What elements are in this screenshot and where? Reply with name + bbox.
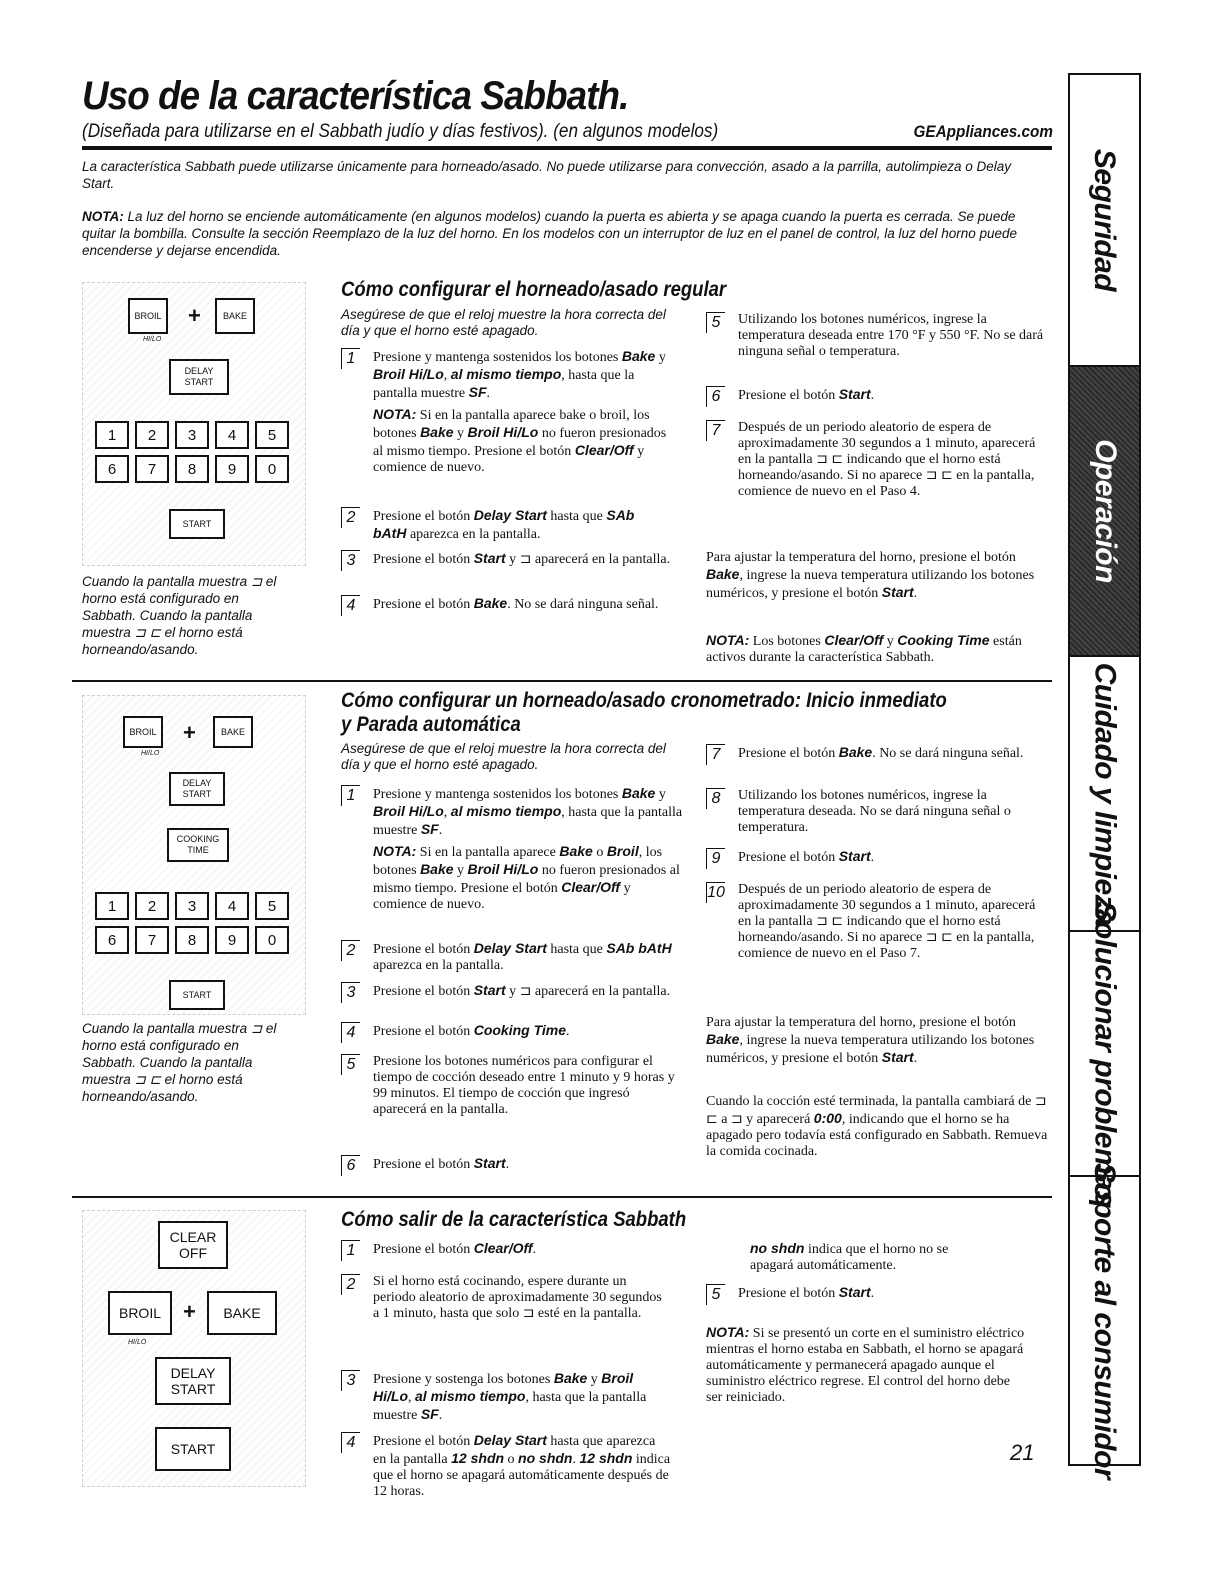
nota-paragraph: NOTA: Los botones Clear/Off y Cooking Time están activos durante la característica Sabbath.: [706, 632, 1022, 665]
step-item: 3 Presione y sostenga los botones Bake y Broil Hi/Lo, al mismo tiempo, hasta que la pantalla muestre SF.: [341, 1370, 666, 1424]
step-item: 7 Después de un periodo aleatorio de espera de aproximadamente 30 segundos a 1 minuto, aparecerá en la pantalla ⊐ ⊏ indicando que el horno está horneando/asando. Si no aparece ⊐ ⊏ en la pantalla, comience de nuevo en el Paso 4.: [706, 420, 1046, 500]
broil-key: BROIL: [123, 716, 163, 748]
nota-label: NOTA:: [82, 209, 124, 224]
step-item: 4 Presione el botón Cooking Time.: [341, 1022, 686, 1040]
step-item: 10 Después de un periodo aleatorio de espera de aproximadamente 30 segundos a 1 minuto, aparecerá en la pantalla ⊐ ⊏ indicando que el horno está horneando/asando. Si no aparece ⊐ ⊏ en la pantalla, comience de nuevo en el Paso 7.: [707, 882, 1036, 961]
number-key-7: 7: [135, 455, 169, 483]
adjust-paragraph: Para ajustar la temperatura del horno, presione el botón Bake, ingrese la nueva temperatura utilizando los botones numéricos, y presione el botón Start.: [706, 1015, 1035, 1066]
number-key-4: 4: [215, 892, 249, 920]
bake-key: BAKE: [213, 716, 253, 748]
cooking-time-key: COOKING TIME: [167, 828, 229, 862]
intro-note: [82, 208, 1032, 259]
step-item: 3 Presione el botón Start y ⊐ aparecerá en la pantalla.: [341, 550, 671, 568]
number-key-7: 7: [135, 926, 169, 954]
number-key-8: 8: [175, 926, 209, 954]
start-key: START: [169, 980, 225, 1010]
step-item: 1 Presione y mantenga sostenidos los botones Bake y Broil Hi/Lo, al mismo tiempo, hasta que la pantalla muestre SF. NOTA: Si en la pantalla aparece bake o broil, los botones Bake y Broil Hi/Lo no fueron presionados al mismo tiempo. Presione el botón Clear/Off y comience de nuevo.: [341, 348, 671, 476]
keypad-illustration-3: [82, 1210, 306, 1487]
number-key-0: 0: [255, 455, 289, 483]
keypad-illustration-2: [82, 695, 306, 1015]
keypad-illustration-1: [82, 282, 306, 566]
website-link[interactable]: GEAppliances.com: [913, 122, 1053, 141]
number-key-6: 6: [95, 455, 129, 483]
number-key-5: 5: [255, 892, 289, 920]
noshdn-paragraph: no shdn indica que el horno no se apagará automáticamente.: [750, 1240, 949, 1273]
display-caption: Cuando la pantalla muestra ⊐ el horno está configurado en Sabbath. Cuando la pantalla muestra ⊐ ⊏ el horno está horneando/asando.: [82, 574, 277, 657]
step-item: 8 Utilizando los botones numéricos, ingrese la temperatura deseada. No se dará ninguna señal o temperatura.: [706, 788, 1051, 836]
number-key-1: 1: [95, 892, 129, 920]
delay-start-key: DELAY START: [169, 359, 229, 395]
step-item: 3 Presione el botón Start y ⊐ aparecerá en la pantalla.: [341, 982, 686, 1000]
start-key: START: [169, 509, 225, 539]
clear-off-key: CLEAR OFF: [158, 1221, 228, 1269]
step-item: 5 Presione los botones numéricos para configurar el tiempo de cocción deseado entre 1 minuto y 9 horas y 99 minutos. El tiempo de cocción que ingresó aparecerá en la pantalla.: [341, 1054, 686, 1118]
hilo-label: HI/LO: [143, 336, 162, 343]
section-note: Asegúrese de que el reloj muestre la hora correcta del día y que el horno esté apagado.: [341, 741, 666, 772]
number-key-1: 1: [95, 421, 129, 449]
step-item: 2 Si el horno está cocinando, espere durante un periodo aleatorio de aproximadamente 30 segundos a 1 minuto, hasta que solo ⊐ esté en la pantalla.: [341, 1274, 666, 1322]
section-heading: Cómo configurar el horneado/asado regular: [341, 278, 727, 301]
step-item: 9 Presione el botón Start.: [706, 848, 1051, 866]
tab-seguridad[interactable]: Seguridad: [1088, 148, 1122, 292]
step-item: 5 Presione el botón Start.: [706, 1284, 1006, 1302]
broil-key: BROIL: [128, 298, 168, 334]
tab-soporte-consumidor[interactable]: Soporte al consumidor: [1070, 1175, 1139, 1464]
tab-cuidado-limpieza[interactable]: Cuidado y limpieza: [1070, 655, 1139, 930]
section-heading: Cómo salir de la característica Sabbath: [341, 1208, 687, 1231]
number-key-5: 5: [255, 421, 289, 449]
bake-key: BAKE: [207, 1291, 277, 1335]
number-key-8: 8: [175, 455, 209, 483]
page-subtitle: (Diseñada para utilizarse en el Sabbath judío y días festivos). (en algunos modelos): [82, 120, 719, 142]
number-key-9: 9: [215, 455, 249, 483]
done-paragraph: Cuando la cocción esté terminada, la pantalla cambiará de ⊐ ⊏ a ⊐ y aparecerá 0:00, indicando que el horno se ha apagado pero todavía está configurado en Sabbath. Remueva la comida cocinada.: [706, 1094, 1048, 1159]
delay-start-key: DELAY START: [169, 772, 225, 806]
number-key-9: 9: [215, 926, 249, 954]
section-divider: [72, 680, 1052, 682]
step-item: 2 Presione el botón Delay Start hasta que SAb bAtH aparezca en la pantalla.: [341, 507, 671, 543]
page-number: 21: [1010, 1440, 1035, 1465]
number-key-0: 0: [255, 926, 289, 954]
section-heading-line2: y Parada automática: [341, 713, 521, 736]
number-key-2: 2: [135, 892, 169, 920]
step-item: 1 Presione y mantenga sostenidos los botones Bake y Broil Hi/Lo, al mismo tiempo, hasta que la pantalla muestre SF. NOTA: Si en la pantalla aparece Bake o Broil, los botones Bake y Broil Hi/Lo no fueron presionados al mismo tiempo. Presione el botón Clear/Off y comience de nuevo.: [341, 785, 686, 913]
step-item: 6 Presione el botón Start.: [706, 386, 1046, 404]
number-key-3: 3: [175, 421, 209, 449]
hilo-label: HI/LO: [128, 1339, 147, 1346]
tab-operacion[interactable]: Operación: [1070, 365, 1139, 655]
display-caption: Cuando la pantalla muestra ⊐ el horno está configurado en Sabbath. Cuando la pantalla muestra ⊐ ⊏ el horno está horneando/asando.: [82, 1021, 277, 1104]
step-item: 5 Utilizando los botones numéricos, ingrese la temperatura deseada entre 170 °F y 550 °F. No se dará ninguna señal o temperatura.: [706, 312, 1046, 360]
step-item: 4 Presione el botón Bake. No se dará ninguna señal.: [341, 595, 671, 613]
number-key-3: 3: [175, 892, 209, 920]
section-divider: [72, 1196, 1052, 1198]
step-item: 1 Presione el botón Clear/Off.: [341, 1240, 666, 1258]
bake-key: BAKE: [215, 298, 255, 334]
number-key-4: 4: [215, 421, 249, 449]
number-key-2: 2: [135, 421, 169, 449]
step-item: 6 Presione el botón Start.: [341, 1155, 686, 1173]
tab-solucionar-problemas[interactable]: Solucionar problemas: [1070, 930, 1139, 1175]
plus-sign: +: [188, 303, 201, 328]
broil-key: BROIL: [108, 1291, 172, 1335]
header-rule: [82, 146, 1052, 150]
step-item: 7 Presione el botón Bake. No se dará ninguna señal.: [706, 744, 1051, 762]
hilo-label: HI/LO: [141, 750, 160, 757]
plus-sign: +: [183, 720, 196, 745]
nota-paragraph: NOTA: Si se presentó un corte en el suministro eléctrico mientras el horno estaba en Sabbath, el horno se apagará automáticamente y permanecerá apagado aunque el suministro eléctrico regrese. El control del horno debe ser reiniciado.: [706, 1324, 1025, 1405]
intro-paragraph: La característica Sabbath puede utilizarse únicamente para horneado/asado. No puede utilizarse para convección, asado a la parrilla, autolimpieza o Delay Start.: [82, 159, 1012, 191]
start-key: START: [155, 1427, 231, 1471]
step-item: 4 Presione el botón Delay Start hasta que aparezca en la pantalla 12 shdn o no shdn. 12 shdn indica que el horno se apagará automáticamente después de 12 horas.: [341, 1432, 671, 1500]
page-title: Uso de la característica Sabbath.: [82, 74, 629, 118]
adjust-paragraph: Para ajustar la temperatura del horno, presione el botón Bake, ingrese la nueva temperatura utilizando los botones numéricos, y presione el botón Start.: [706, 550, 1035, 601]
nota-text: La luz del horno se enciende automáticamente (en algunos modelos) cuando la puerta es abierta y se apaga cuando la puerta es cerrada. Se puede quitar la bombilla. Consulte la sección Reemplazo de la luz del horno. En los modelos con un interruptor de luz en el panel de control, la luz del horno puede encenderse y dejarse encendida.: [82, 209, 1018, 258]
side-tabs: [1068, 73, 1141, 1479]
number-key-6: 6: [95, 926, 129, 954]
section-heading: Cómo configurar un horneado/asado cronometrado: Inicio inmediato: [341, 689, 947, 712]
section-note: Asegúrese de que el reloj muestre la hora correcta del día y que el horno esté apagado.: [341, 307, 666, 338]
step-item: 2 Presione el botón Delay Start hasta que SAb bAtH aparezca en la pantalla.: [341, 940, 686, 974]
delay-start-key: DELAY START: [155, 1357, 231, 1405]
plus-sign: +: [183, 1299, 196, 1324]
